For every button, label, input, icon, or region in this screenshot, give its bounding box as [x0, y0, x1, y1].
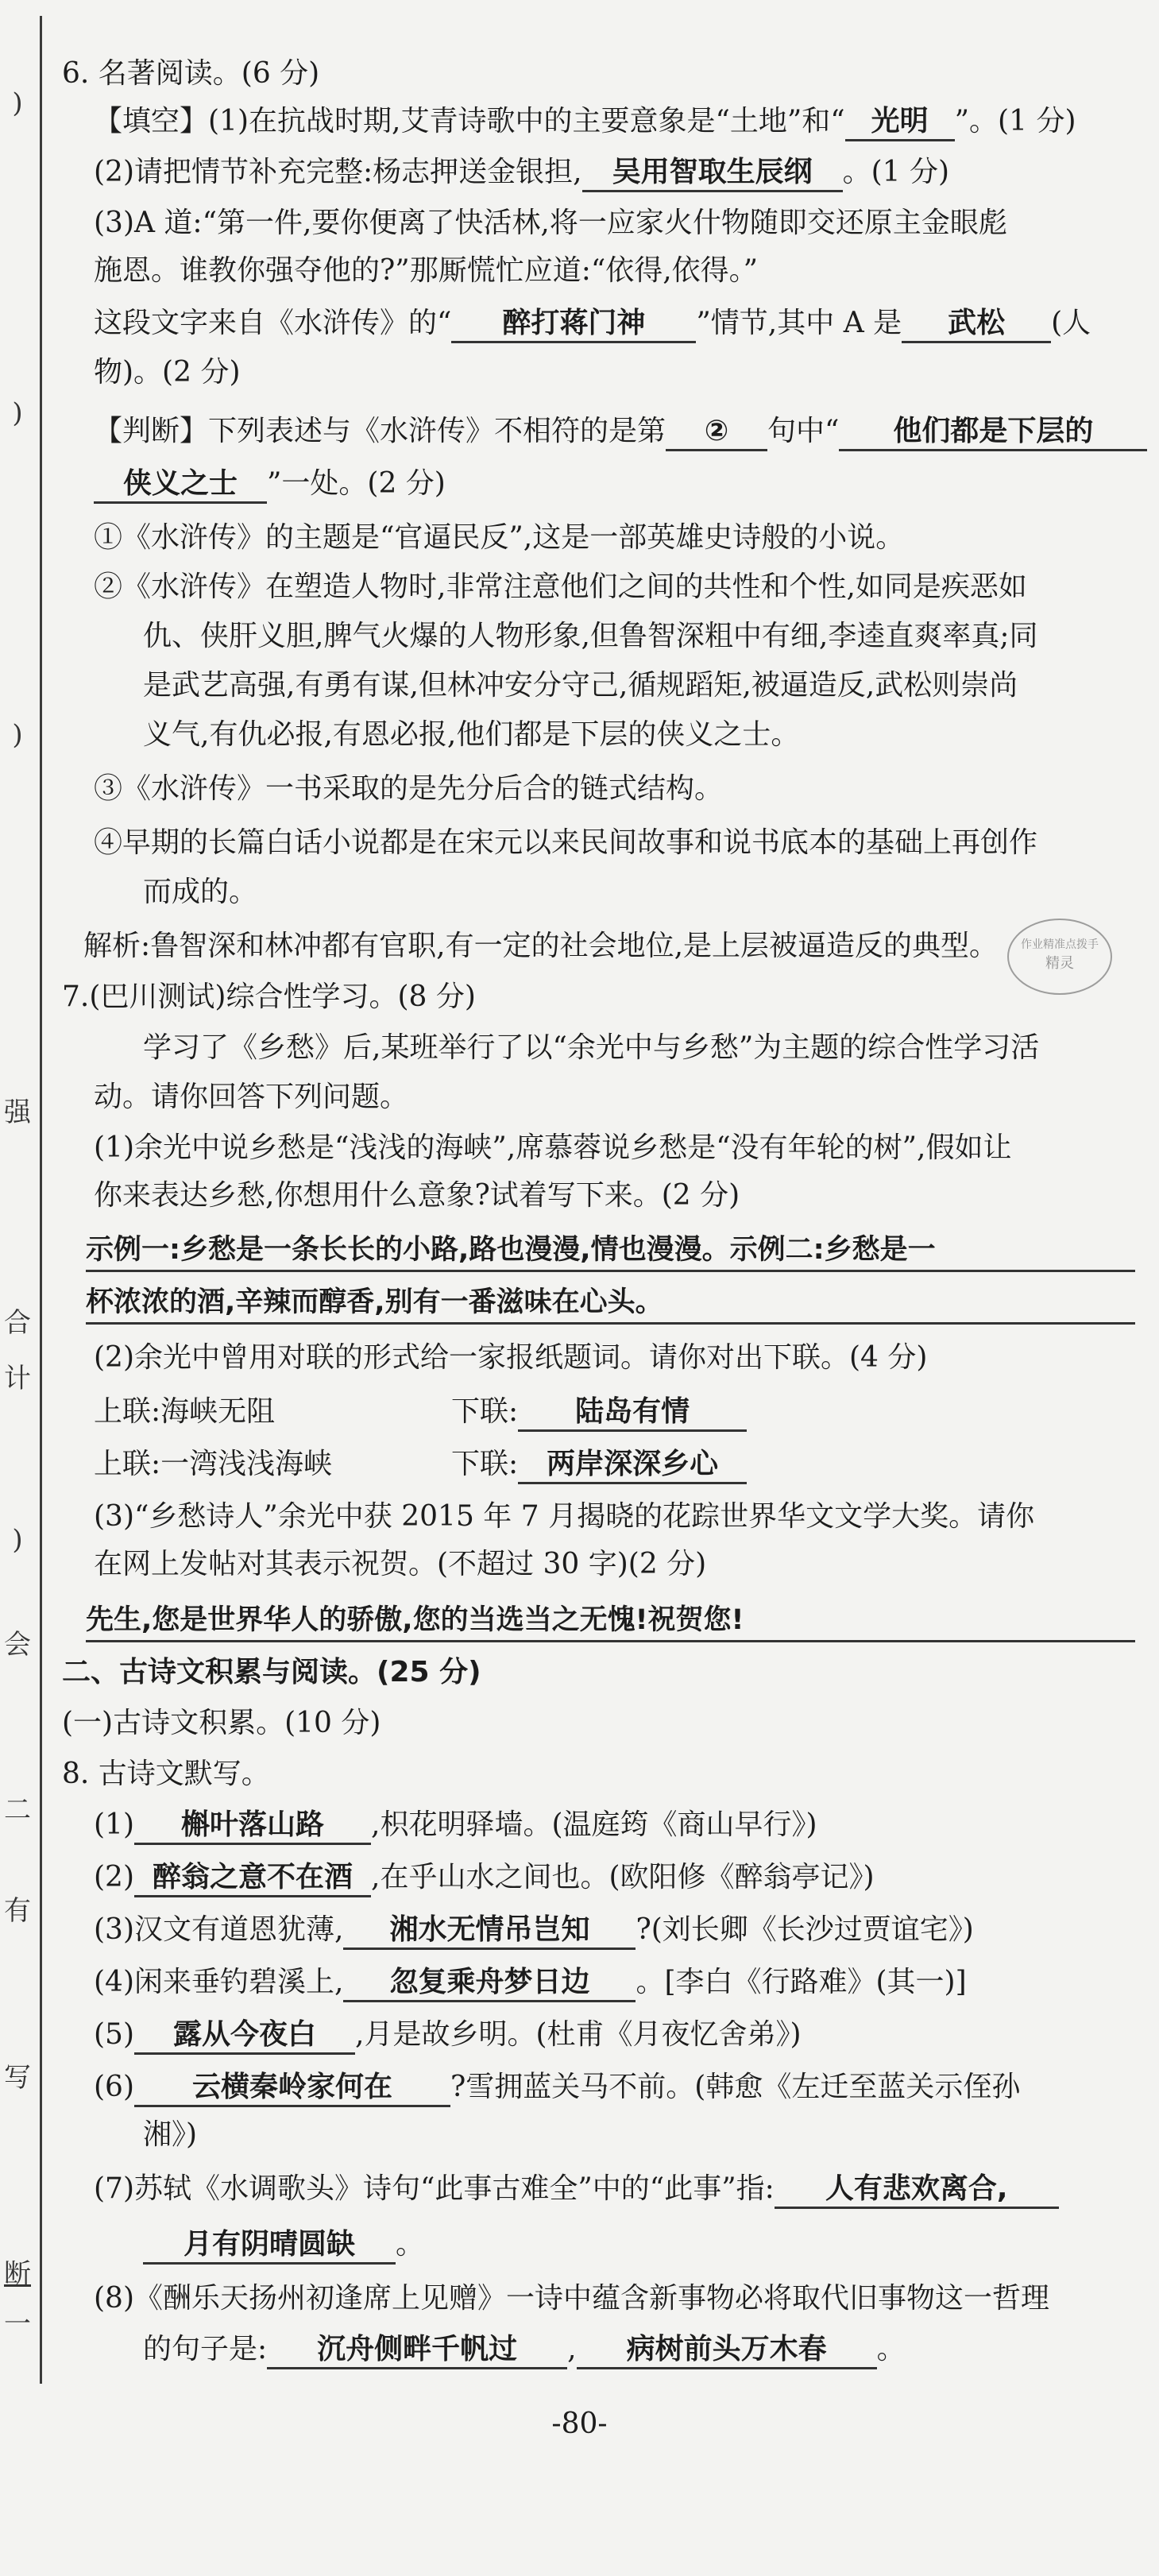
prompt-text: ?(刘长卿《长沙过贾谊宅》) — [636, 1913, 974, 1946]
statement-2: ②《水浒传》在塑造人物时,非常注意他们之间的共性和个性,如同是疾恶如 — [94, 571, 1027, 603]
margin-fragment: 二 — [4, 1794, 31, 1826]
prompt-text: ?雪拥蓝关马不前。(韩愈《左迁至蓝关示侄孙 — [450, 2071, 1021, 2103]
statement-4-cont: 而成的。 — [143, 876, 258, 908]
margin-fragment: 合 — [4, 1307, 31, 1339]
margin-fragment: ) — [12, 1524, 23, 1556]
poem-answer: 病树前头万木春 — [577, 2332, 877, 2369]
couplet-answer: 两岸深深乡心 — [518, 1447, 747, 1484]
prompt-text: (4)闲来垂钓碧溪上, — [94, 1966, 344, 1998]
answer-line: 示例一:乡愁是一条长长的小路,路也漫漫,情也漫漫。示例二:乡愁是一 — [86, 1230, 1135, 1272]
answer-wusong: 武松 — [902, 306, 1051, 343]
answer-zuida: 醉打蒋门神 — [451, 306, 696, 343]
poem-answer: 月有阴晴圆缺 — [143, 2227, 396, 2265]
margin-fragment: 一 — [4, 2308, 31, 2340]
poem-item-8-cont — [143, 2330, 1131, 2369]
statement-4: ④早期的长篇白话小说都是在宋元以来民间故事和说书底本的基础上再创作 — [94, 826, 1038, 859]
prompt-text: (1) — [94, 1808, 134, 1841]
prompt-text: 【判断】下列表述与《水浒传》不相符的是第 — [94, 415, 666, 447]
left-margin-line — [40, 16, 42, 2384]
q6-fill-3 — [94, 304, 1131, 343]
poem-item-2 — [94, 1858, 1131, 1897]
q7-part3: 在网上发帖对其表示祝贺。(不超过 30 字)(2 分) — [94, 1548, 707, 1580]
prompt-text: 。 — [876, 2333, 906, 2365]
margin-fragment: ) — [12, 397, 23, 429]
answer-line: 先生,您是世界华人的骄傲,您的当选当之无愧!祝贺您! — [86, 1600, 1135, 1642]
answer-shengchengang: 吴用智取生辰纲 — [582, 155, 843, 192]
stamp-text: 作业精准点拨手 — [1021, 938, 1099, 951]
prompt-text: 的句子是: — [143, 2333, 268, 2365]
stamp-text: 精灵 — [1045, 955, 1074, 972]
couplet-upper: 上联:一湾浅浅海峡 — [94, 1448, 333, 1480]
prompt-text: (人 — [1051, 307, 1091, 339]
poem-item-4 — [94, 1963, 1131, 2002]
margin-fragment: 会 — [4, 1629, 31, 1661]
q6-judge-cont — [94, 464, 1131, 504]
prompt-text: 这段文字来自《水浒传》的“ — [94, 307, 452, 339]
answer-phrase: 他们都是下层的 — [839, 414, 1147, 451]
poem-item-7 — [94, 2169, 1131, 2209]
margin-fragment: 强 — [4, 1097, 31, 1128]
statement-2-cont: 仇、侠肝义胆,脾气火爆的人物形象,但鲁智深粗中有细,李逵直爽率真;同 — [143, 620, 1038, 652]
prompt-text: 。 — [396, 2228, 425, 2261]
poem-answer: 沉舟侧畔千帆过 — [267, 2332, 567, 2369]
prompt-text: , — [567, 2333, 577, 2365]
prompt-text: (6) — [94, 2071, 134, 2103]
q6-passage-line: 物)。(2 分) — [94, 356, 241, 389]
subsection-heading: (一)古诗文积累。(10 分) — [62, 1707, 381, 1739]
prompt-text: ”情节,其中 A 是 — [696, 307, 902, 339]
section-heading: 二、古诗文积累与阅读。(25 分) — [62, 1656, 481, 1688]
poem-answer: 醉翁之意不在酒 — [134, 1860, 371, 1897]
poem-item-8: (8)《酬乐天扬州初逢席上见赠》一诗中蕴含新事物必将取代旧事物这一哲理 — [94, 2282, 1049, 2315]
couplet-answer: 陆岛有情 — [518, 1394, 747, 1432]
prompt-text: (2) — [94, 1861, 134, 1893]
prompt-text: ,月是故乡明。(杜甫《月夜忆舍弟》) — [355, 2018, 802, 2051]
q7-part2: (2)余光中曾用对联的形式给一家报纸题词。请你对出下联。(4 分) — [94, 1341, 928, 1374]
prompt-text: 。[李白《行路难》(其一)] — [636, 1966, 967, 1998]
answer-guangming: 光明 — [845, 104, 955, 141]
poem-item-6 — [94, 2067, 1131, 2107]
poem-item-1 — [94, 1805, 1131, 1845]
poem-answer: 湘水无情吊岂知 — [343, 1913, 636, 1950]
couplet-label: 下联: — [451, 1395, 519, 1428]
q7-part1: 你来表达乡愁,你想用什么意象?试着写下来。(2 分) — [94, 1179, 740, 1212]
poem-answer: 露从今夜白 — [134, 2017, 355, 2055]
prompt-text: ”一处。(2 分) — [267, 467, 446, 500]
answer-number: ② — [666, 414, 767, 451]
poem-answer: 人有悲欢离合, — [775, 2172, 1059, 2209]
poem-item-7-cont — [143, 2225, 1131, 2265]
prompt-text: ,在乎山水之间也。(欧阳修《醉翁亭记》) — [371, 1861, 875, 1893]
q7-intro: 动。请你回答下列问题。 — [94, 1081, 409, 1113]
q6-title: 6. 名著阅读。(6 分) — [62, 57, 320, 90]
q6-fill-1 — [94, 102, 1131, 141]
prompt-text: 句中“ — [767, 415, 840, 447]
page-number: -80- — [551, 2408, 608, 2440]
prompt-text: (2)请把情节补充完整:杨志押送金银担, — [94, 156, 582, 188]
prompt-text: 。(1 分) — [842, 156, 950, 188]
statement-2-cont: 义气,有仇必报,有恩必报,他们都是下层的侠义之士。 — [143, 718, 800, 751]
analysis: 解析:鲁智深和林冲都有官职,有一定的社会地位,是上层被逼造反的典型。 — [83, 930, 999, 962]
margin-fragment: ) — [12, 87, 23, 119]
couplet-1 — [94, 1392, 1131, 1432]
q6-passage-line: (3)A 道:“第一件,要你便离了快活林,将一应家火什物随即交还原主金眼彪 — [94, 207, 1007, 239]
poem-item-3 — [94, 1910, 1131, 1950]
prompt-text: ”。(1 分) — [954, 105, 1076, 137]
margin-fragment: 有 — [4, 1895, 31, 1927]
statement-3: ③《水浒传》一书采取的是先分后合的链式结构。 — [94, 772, 724, 805]
couplet-2 — [94, 1445, 1131, 1484]
poem-answer: 忽复乘舟梦日边 — [343, 1965, 636, 2002]
poem-item-5 — [94, 2015, 1131, 2055]
margin-fragment: 计 — [4, 1363, 31, 1394]
q7-title: 7.(巴川测试)综合性学习。(8 分) — [62, 981, 476, 1013]
q6-fill-2 — [94, 153, 1131, 192]
poem-item-6-cont: 湘》) — [143, 2118, 198, 2151]
statement-2-cont: 是武艺高强,有勇有谋,但林冲安分守己,循规蹈矩,被逼造反,武松则崇尚 — [143, 669, 1018, 702]
q6-passage-line: 施恩。谁教你强夺他的?”那厮慌忙应道:“依得,依得。” — [94, 254, 759, 287]
margin-fragment: 断 — [4, 2258, 31, 2290]
prompt-text: 【填空】(1)在抗战时期,艾青诗歌中的主要意象是“土地”和“ — [94, 105, 845, 137]
prompt-text: (5) — [94, 2018, 134, 2051]
q6-judge — [94, 412, 1131, 451]
q7-intro: 学习了《乡愁》后,某班举行了以“余光中与乡愁”为主题的综合性学习活 — [143, 1031, 1040, 1064]
prompt-text: (7)苏轼《水调歌头》诗句“此事古难全”中的“此事”指: — [94, 2172, 775, 2205]
q7-part1: (1)余光中说乡愁是“浅浅的海峡”,席慕蓉说乡愁是“没有年轮的树”,假如让 — [94, 1131, 1012, 1164]
q8-title: 8. 古诗文默写。 — [62, 1758, 270, 1790]
poem-answer: 云横秦岭家何在 — [134, 2070, 450, 2107]
couplet-upper: 上联:海峡无阻 — [94, 1395, 276, 1428]
answer-line: 杯浓浓的酒,辛辣而醇香,别有一番滋味在心头。 — [86, 1282, 1135, 1325]
statement-1: ①《水浒传》的主题是“官逼民反”,这是一部英雄史诗般的小说。 — [94, 521, 905, 554]
prompt-text: (3)汉文有道恩犹薄, — [94, 1913, 344, 1946]
prompt-text: ,枳花明驿墙。(温庭筠《商山早行》) — [371, 1808, 817, 1841]
margin-fragment: 写 — [4, 2062, 31, 2094]
q7-part3: (3)“乡愁诗人”余光中获 2015 年 7 月揭晓的花踪世界华文文学大奖。请你 — [94, 1500, 1035, 1533]
answer-phrase-cont: 侠义之士 — [94, 466, 267, 504]
couplet-label: 下联: — [451, 1448, 519, 1480]
poem-answer: 槲叶落山路 — [134, 1808, 371, 1845]
margin-fragment: ) — [12, 719, 23, 751]
